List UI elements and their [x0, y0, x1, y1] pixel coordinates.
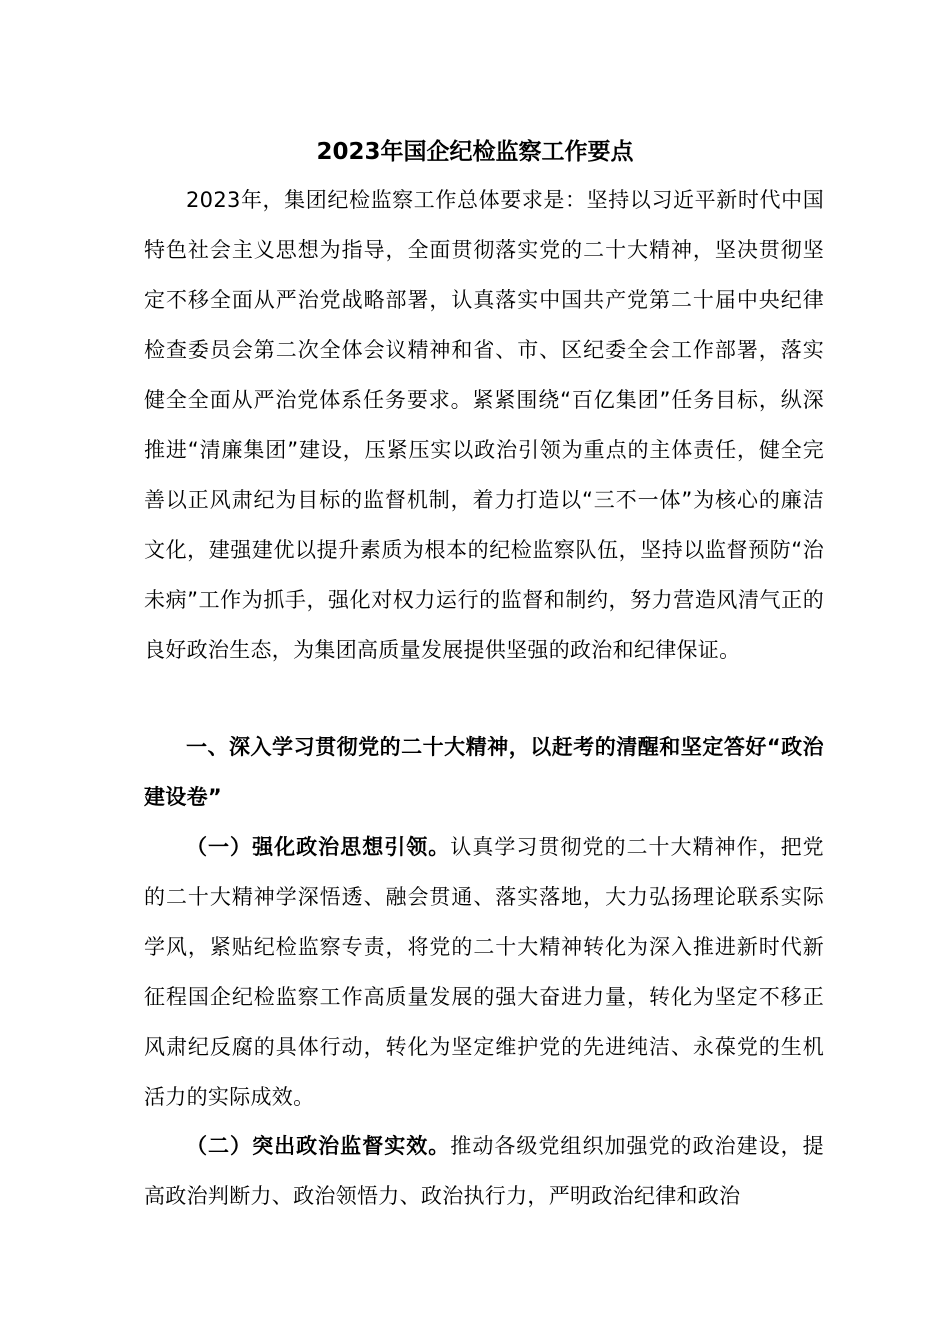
intro-paragraph: 2023年，集团纪检监察工作总体要求是：坚持以习近平新时代中国特色社会主义思想为指导，全面贯彻落实党的二十大精神，坚决贯彻坚定不移全面从严治党战略部署，认真落实中国共产党第二十届中央纪律检查委员会第二次全体会议精神和省、市、区纪委全会工作部署，落实健全全面从严治党体系任务要求。紧紧围绕“百亿集团”任务目标，纵深推进“清廉集团”建设，压紧压实以政治引领为重点的主体责任，健全完善以正风肃纪为目标的监督机制，着力打造以“三不一体”为核心的廉洁文化，建强建优以提升素质为根本的纪检监察队伍，坚持以监督预防“治未病”工作为抓手，强化对权力运行的监督和制约，努力营造风清气正的良好政治生态，为集团高质量发展提供坚强的政治和纪律保证。	[144, 188, 824, 662]
subsection-lead-2: （二）突出政治监督实效。	[186, 1134, 451, 1158]
subsection-paragraph-2	[144, 1121, 824, 1221]
subsection-text-1: 认真学习贯彻党的二十大精神作，把党的二十大精神学深悟透、融会贯通、落实落地，大力弘扬理论联系实际学风，紧贴纪检监察专责，将党的二十大精神转化为深入推进新时代新征程国企纪检监察工作高质量发展的强大奋进力量，转化为坚定不移正风肃纪反腐的具体行动，转化为坚定维护党的先进纯洁、永葆党的生机活力的实际成效。	[144, 835, 824, 1109]
subsection-text-2: 推动各级党组织加强党的政治建设，提高政治判断力、政治领悟力、政治执行力，严明政治纪律和政治	[144, 1134, 824, 1208]
document-title: 2023年国企纪检监察工作要点	[316, 139, 634, 165]
subsection-paragraph-1	[144, 822, 824, 1122]
section-heading-1: 一、深入学习贯彻党的二十大精神，以赶考的清醒和坚定答好“政治建设卷”	[144, 735, 824, 809]
subsection-lead-1: （一）强化政治思想引领。	[186, 835, 451, 859]
